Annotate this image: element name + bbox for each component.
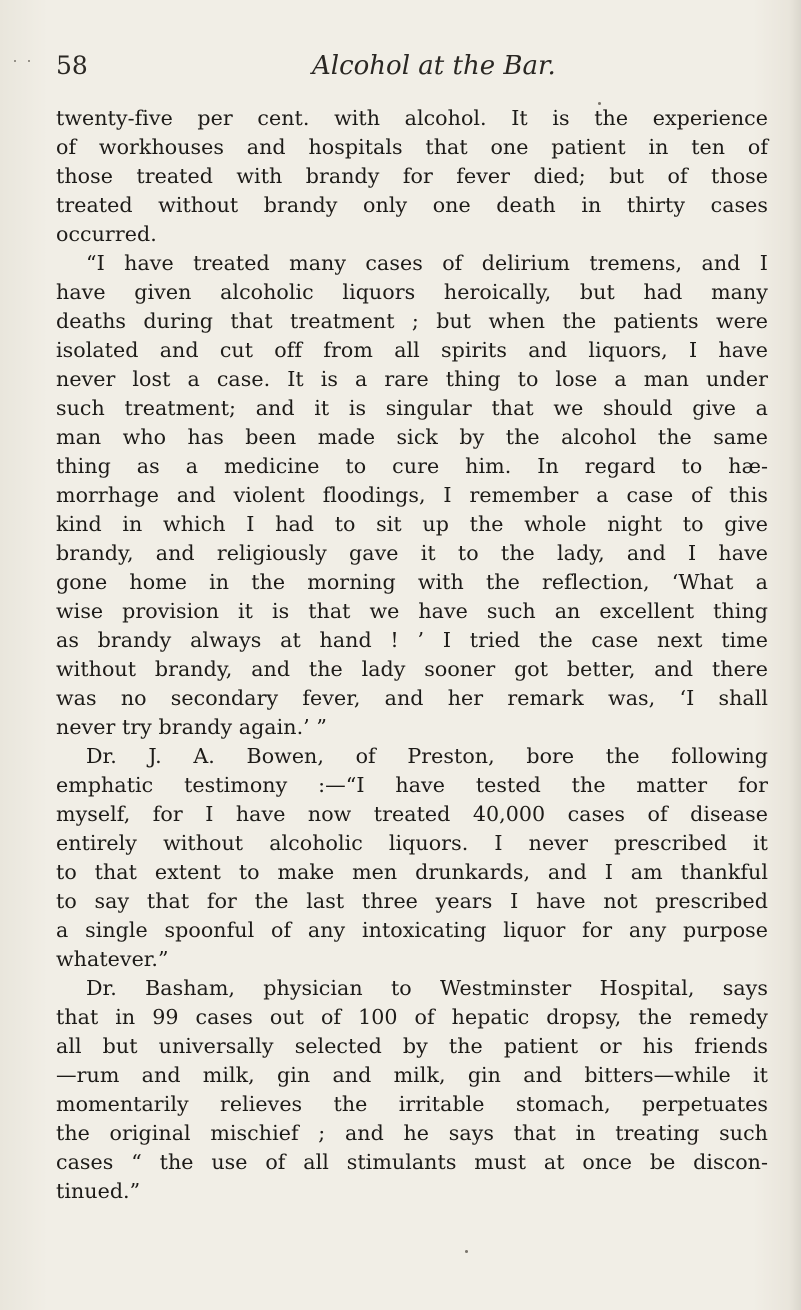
text-line: Dr. J. A. Bowen, of Preston, bore the following <box>86 744 768 768</box>
text-line: those treated with brandy for fever died; but of those <box>56 164 768 188</box>
paper-speck <box>598 102 601 105</box>
paper-speck <box>14 60 16 62</box>
paper-speck <box>28 60 30 62</box>
text-line: kind in which I had to sit up the whole night to give <box>56 512 768 536</box>
text-line: treated without brandy only one death in thirty cases <box>56 193 768 217</box>
running-title: Alcohol at the Bar. <box>312 51 556 81</box>
text-line: to that extent to make men drunkards, and I am thankful <box>56 860 768 884</box>
text-line: wise provision it is that we have such an excellent thing <box>56 599 768 623</box>
text-line: twenty-five per cent. with alcohol. It is the experience <box>56 106 768 130</box>
text-line: have given alcoholic liquors heroically, but had many <box>56 280 768 304</box>
text-line: all but universally selected by the patient or his friends <box>56 1034 768 1058</box>
page-number: 58 <box>56 51 88 80</box>
text-line: never try brandy again.’ ” <box>56 715 327 739</box>
text-line: thing as a medicine to cure him. In regard to hæ- <box>56 454 768 478</box>
text-line: that in 99 cases out of 100 of hepatic dropsy, the remedy <box>56 1005 768 1029</box>
text-line: never lost a case. It is a rare thing to lose a man under <box>56 367 768 391</box>
text-line: a single spoonful of any intoxicating liquor for any purpose <box>56 918 768 942</box>
text-line: man who has been made sick by the alcohol the same <box>56 425 768 449</box>
text-line: whatever.” <box>56 947 169 971</box>
text-line: was no secondary fever, and her remark was, ‘I shall <box>56 686 768 710</box>
paper-speck <box>465 1250 468 1253</box>
text-line: without brandy, and the lady sooner got better, and there <box>56 657 768 681</box>
text-line: “I have treated many cases of delirium tremens, and I <box>86 251 768 275</box>
text-line: of workhouses and hospitals that one patient in ten of <box>56 135 768 159</box>
body-text <box>56 104 768 1206</box>
text-line: such treatment; and it is singular that we should give a <box>56 396 768 420</box>
text-line: occurred. <box>56 222 157 246</box>
text-line: Dr. Basham, physician to Westminster Hospital, says <box>86 976 768 1000</box>
text-line: myself, for I have now treated 40,000 cases of disease <box>56 802 768 826</box>
text-line: cases “ the use of all stimulants must at once be discon- <box>56 1150 768 1174</box>
text-line: deaths during that treatment ; but when the patients were <box>56 309 768 333</box>
text-line: to say that for the last three years I have not prescribed <box>56 889 768 913</box>
text-line: brandy, and religiously gave it to the lady, and I have <box>56 541 768 565</box>
page-edge-shadow <box>789 0 801 1310</box>
text-line: tinued.” <box>56 1179 141 1203</box>
running-head <box>56 48 761 88</box>
text-line: entirely without alcoholic liquors. I never prescribed it <box>56 831 768 855</box>
text-line: the original mischief ; and he says that in treating such <box>56 1121 768 1145</box>
text-line: gone home in the morning with the reflection, ‘What a <box>56 570 768 594</box>
text-line: morrhage and violent floodings, I remember a case of this <box>56 483 768 507</box>
text-line: momentarily relieves the irritable stomach, perpetuates <box>56 1092 768 1116</box>
text-line: isolated and cut off from all spirits and liquors, I have <box>56 338 768 362</box>
text-line: emphatic testimony :—“I have tested the matter for <box>56 773 768 797</box>
text-line: as brandy always at hand ! ’ I tried the case next time <box>56 628 768 652</box>
text-line: —rum and milk, gin and milk, gin and bitters—while it <box>56 1063 768 1087</box>
